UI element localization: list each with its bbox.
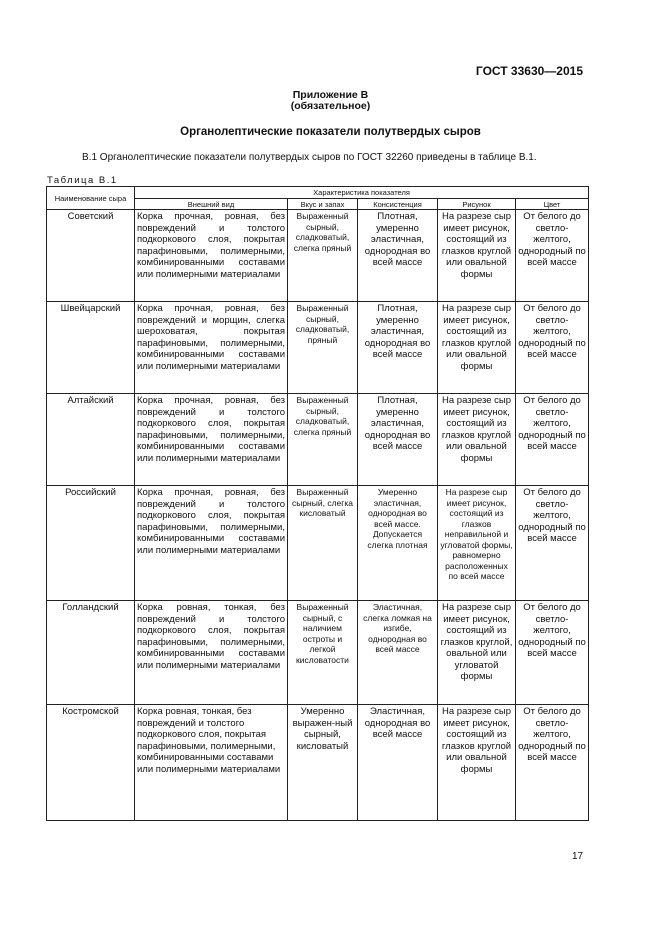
color-cell: От белого до светло-желтого, однородный по всей массе <box>516 394 589 486</box>
cheese-name: Голландский <box>47 601 135 705</box>
pattern-cell: На разрезе сыр имеет рисунок, состоящий из глазков круглой или овальной формы <box>438 394 516 486</box>
taste-cell: Выраженный сырный, сладковатый, слегка пряный <box>288 210 358 302</box>
table-row <box>47 302 589 394</box>
header-taste: Вкус и запах <box>288 199 358 210</box>
taste-cell: Выраженный сырный, сладковатый, слегка пряный <box>288 394 358 486</box>
intro-paragraph: В.1 Органолептические показатели полутвердых сыров по ГОСТ 32260 приведены в таблице В.1. <box>82 152 537 163</box>
appearance-cell: Корка ровная, тонкая, без повреждений и толстого подкоркового слоя, покрытая парафиновыми, полимерными, комбинированными составами или полимерными материалами <box>135 705 288 821</box>
taste-cell: Выраженный сырный, с наличием остроты и легкой кисловатости <box>288 601 358 705</box>
page-number: 17 <box>572 851 584 862</box>
header-consistency: Консистенция <box>358 199 438 210</box>
taste-cell: Умеренно выражен-ный сырный, кисловатый <box>288 705 358 821</box>
pattern-cell: На разрезе сыр имеет рисунок, состоящий из глазков круглой или овальной формы <box>438 302 516 394</box>
taste-cell: Выраженный сырный, слегка кисловатый <box>288 486 358 601</box>
pattern-cell: На разрезе сыр имеет рисунок, состоящий из глазков круглой, овальной или угловатой формы <box>438 601 516 705</box>
color-cell: От белого до светло-желтого, однородный по всей массе <box>516 210 589 302</box>
taste-cell: Выраженный сырный, сладковатый, пряный <box>288 302 358 394</box>
table-row <box>47 705 589 821</box>
consistency-cell: Эластичная, однородная во всей массе <box>358 705 438 821</box>
consistency-cell: Плотная, умеренно эластичная, однородная во всей массе <box>358 302 438 394</box>
annex-title: Приложение В <box>292 89 369 101</box>
header-appearance: Внешний вид <box>135 199 288 210</box>
cheese-name: Алтайский <box>47 394 135 486</box>
annex-heading <box>0 90 661 112</box>
appearance-cell: Корка прочная, ровная, без повреждений и толстого подкоркового слоя, покрытая парафиновыми, полимерными, комбинированными составами или полимерными материалами <box>135 394 288 486</box>
standard-number: ГОСТ 33630—2015 <box>475 64 583 78</box>
table-row <box>47 601 589 705</box>
color-cell: От белого до светло-желтого, однородный по всей массе <box>516 601 589 705</box>
color-cell: От белого до светло-желтого, однородный по всей массе <box>516 705 589 821</box>
cheese-name: Советский <box>47 210 135 302</box>
table-row <box>47 486 589 601</box>
color-cell: От белого до светло-желтого, однородный по всей массе <box>516 486 589 601</box>
cheese-table <box>46 186 589 821</box>
pattern-cell: На разрезе сыр имеет рисунок, состоящий из глазков неправильной и угловатой формы, равномерно расположенных по всей массе <box>438 486 516 601</box>
annex-status: (обязательное) <box>290 100 371 112</box>
header-name: Наименование сыра <box>47 187 135 210</box>
consistency-cell: Умеренно эластичная, однородная во всей массе. Допускается слегка плотная <box>358 486 438 601</box>
cheese-name: Швейцарский <box>47 302 135 394</box>
consistency-cell: Эластичная, слегка ломкая на изгибе, однородная во всей массе <box>358 601 438 705</box>
header-group: Характеристика показателя <box>135 187 589 199</box>
appearance-cell: Корка прочная, ровная, без повреждений и толстого подкоркового слоя, покрытая парафиновыми, полимерными, комбинированными составами или полимерными материалами <box>135 486 288 601</box>
table-row <box>47 394 589 486</box>
cheese-name: Костромской <box>47 705 135 821</box>
color-cell: От белого до светло-желтого, однородный по всей массе <box>516 302 589 394</box>
appearance-cell: Корка прочная, ровная, без повреждений и морщин, слегка шероховатая, покрытая парафиновыми, полимерными, комбинированными составами или полимерными материалами <box>135 302 288 394</box>
consistency-cell: Плотная, умеренно эластичная, однородная во всей массе <box>358 210 438 302</box>
consistency-cell: Плотная, умеренно эластичная, однородная во всей массе <box>358 394 438 486</box>
appearance-cell: Корка прочная, ровная, без повреждений и толстого подкоркового слоя, покрытая парафиновыми, полимерными, комбинированными составами или полимерными материалами <box>135 210 288 302</box>
header-pattern: Рисунок <box>438 199 516 210</box>
header-color: Цвет <box>516 199 589 210</box>
pattern-cell: На разрезе сыр имеет рисунок, состоящий из глазков круглой или овальной формы <box>438 705 516 821</box>
page-title: Органолептические показатели полутвердых сыров <box>180 126 481 138</box>
cheese-name: Российский <box>47 486 135 601</box>
table-caption: Таблица В.1 <box>47 175 118 186</box>
table-row <box>47 210 589 302</box>
pattern-cell: На разрезе сыр имеет рисунок, состоящий из глазков круглой или овальной формы <box>438 210 516 302</box>
appearance-cell: Корка ровная, тонкая, без повреждений и толстого подкоркового слоя, покрытая парафиновыми, полимерными, комбинированными составами или полимерными материалами <box>135 601 288 705</box>
